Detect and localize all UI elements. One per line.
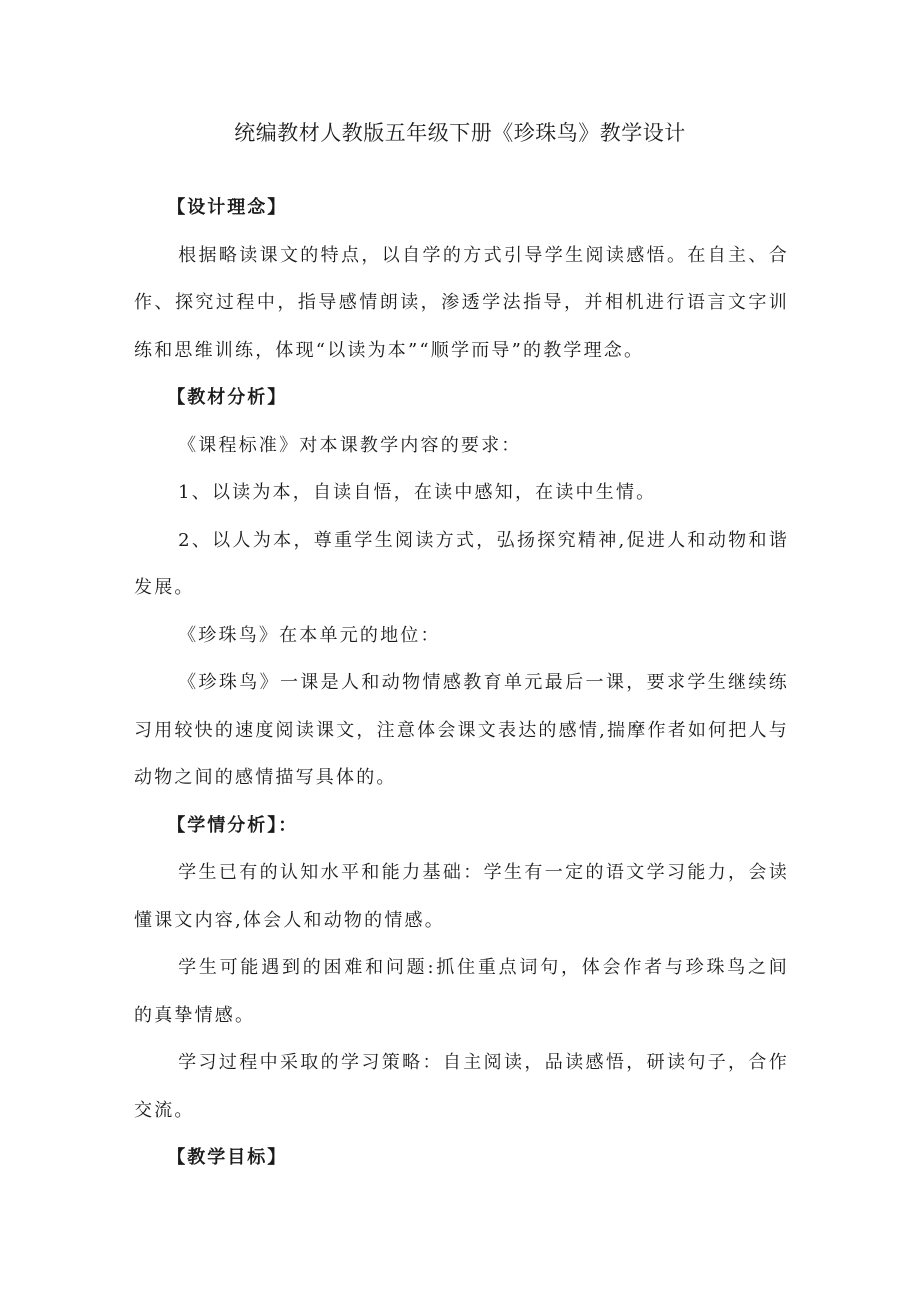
paragraph-standard-intro: 《课程标准》对本课教学内容的要求：: [178, 434, 522, 456]
paragraph-requirement-2: 2、以人为本，尊重学生阅读方式，弘扬探究精神,促进人和动物和谐发展。: [134, 529, 789, 598]
paragraph-student-cognition: 学生已有的认知水平和能力基础：学生有一定的语文学习能力，会读懂课文内容,体会人和动物的情感。: [134, 862, 789, 931]
paragraph-student-strategies: 学习过程中采取的学习策略：自主阅读，品读感悟，研读句子，合作交流。: [134, 1052, 789, 1121]
paragraph-student-difficulties: 学生可能遇到的困难和问题:抓住重点词句，体会作者与珍珠鸟之间的真挚情感。: [134, 957, 789, 1026]
section-heading-student-analysis: 【学情分析】：: [167, 814, 299, 836]
section-heading-teaching-goals: 【教学目标】: [167, 1147, 288, 1168]
paragraph-requirement-1: 1、以读为本，自读自悟，在读中感知，在读中生情。: [178, 482, 657, 503]
document-body: [134, 184, 789, 1182]
section-heading-design-concept: 【设计理念】: [167, 197, 288, 218]
document-title: 统编教材人教版五年级下册《珍珠鸟》教学设计: [234, 121, 686, 145]
paragraph-position-body: 《珍珠鸟》一课是人和动物情感教育单元最后一课，要求学生继续练习用较快的速度阅读课文，注意体会课文表达的感情,揣摩作者如何把人与动物之间的感情描写具体的。: [134, 672, 789, 788]
paragraph-design-concept: 根据略读课文的特点，以自学的方式引导学生阅读感悟。在自主、合作、探究过程中，指导感情朗读，渗透学法指导，并相机进行语言文字训练和思维训练，体现“以读为本”“顺学而导”的教学理念。: [134, 244, 789, 361]
section-heading-material-analysis: 【教材分析】: [167, 387, 288, 408]
paragraph-position-intro: 《珍珠鸟》在本单元的地位：: [178, 624, 441, 646]
